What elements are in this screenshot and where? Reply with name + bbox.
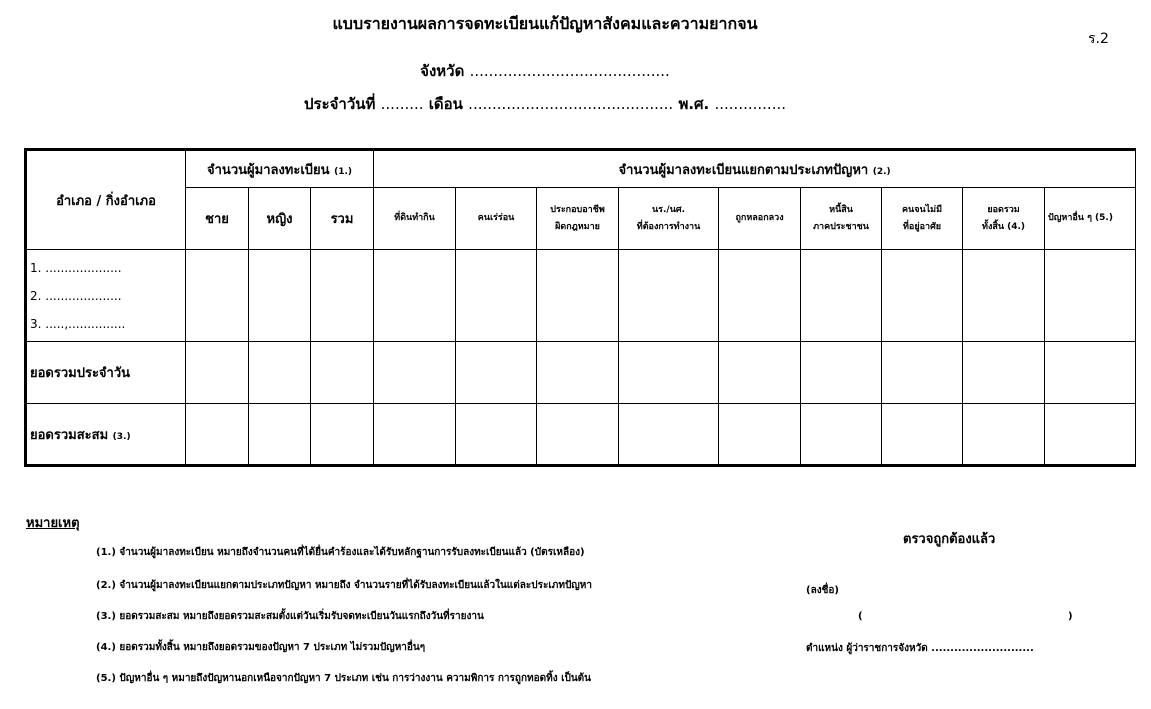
month-label: เดือน: [428, 95, 463, 113]
col-public-debt: หนี้สิน ภาคประชาชน: [801, 188, 882, 250]
note-3: (3.) ยอดรวมสะสม หมายถึงยอดรวมสะสมตั้งแต่วันเริ่มรับจดทะเบียนวันแรกถึงวันที่รายงาน: [96, 611, 484, 622]
table-cell[interactable]: [882, 250, 963, 342]
district-item-1[interactable]: 1. ....................: [30, 260, 122, 275]
header-row-2: [26, 188, 1136, 250]
note-1: (1.) จำนวนผู้มาลงทะเบียน หมายถึงจำนวนคนที่ได้ยื่นคำร้องและได้รับหลักฐานการรับลงทะเบียนแล้ว (บัตรเหลือง): [96, 547, 585, 558]
position-line: ตำแหน่ง ผู้ว่าราชการจังหวัด ...........................: [806, 643, 1034, 654]
table-cell[interactable]: [374, 342, 456, 404]
district-item-2[interactable]: 2. ....................: [30, 288, 122, 303]
table-cell[interactable]: [719, 404, 801, 466]
table-cell[interactable]: [311, 342, 374, 404]
by-problem-header-label: จำนวนผู้มาลงทะเบียนแยกตามประเภทปัญหา: [618, 162, 869, 178]
registrants-header-note: (1.): [334, 166, 353, 177]
table-cell[interactable]: [619, 404, 719, 466]
note-2: (2.) จำนวนผู้มาลงทะเบียนแยกตามประเภทปัญหา หมายถึง จำนวนรายที่ได้รับลงทะเบียนแล้วในแต่ละประเภทปัญหา: [96, 580, 593, 591]
col-female: หญิง: [249, 188, 311, 250]
table-cell[interactable]: [619, 342, 719, 404]
registrants-header: [186, 150, 374, 188]
table-cell[interactable]: [186, 342, 249, 404]
signature-paren-close: ): [1068, 611, 1073, 622]
by-problem-header-note: (2.): [872, 166, 891, 177]
cumulative-total-text: ยอดรวมสะสม: [30, 427, 109, 443]
province-label: จังหวัด: [420, 62, 465, 80]
signature-paren-open: (: [858, 611, 863, 622]
col-deceived: ถูกหลอกลวง: [719, 188, 801, 250]
signed-label: (ลงชื่อ): [806, 585, 839, 596]
note-4: (4.) ยอดรวมทั้งสิ้น หมายถึงยอดรวมของปัญหา 7 ประเภท ไม่รวมปัญหาอื่นๆ: [96, 642, 426, 653]
table-cell[interactable]: [963, 404, 1045, 466]
table-row-cumulative: [26, 404, 1136, 466]
table-cell[interactable]: [963, 250, 1045, 342]
col-no-housing: คนจนไม่มี ที่อยู่อาศัย: [882, 188, 963, 250]
table-cell[interactable]: [801, 404, 882, 466]
table-cell[interactable]: [311, 250, 374, 342]
date-blank[interactable]: .........: [380, 95, 424, 113]
table-cell[interactable]: [456, 250, 537, 342]
cumulative-total-label: [26, 404, 186, 466]
note-5: (5.) ปัญหาอื่น ๆ หมายถึงปัญหานอกเหนือจากปัญหา 7 ประเภท เช่น การว่างงาน ความพิการ การถูกทอดทิ้ง เป็นต้น: [96, 673, 591, 684]
col-grand-total: ยอดรวม ทั้งสิ้น (4.): [963, 188, 1045, 250]
table-cell[interactable]: [456, 342, 537, 404]
district-list: [26, 250, 186, 342]
date-line: [0, 92, 1090, 116]
table-cell[interactable]: [801, 342, 882, 404]
col-other-problems: ปัญหาอื่น ๆ (5.): [1045, 188, 1136, 250]
table-cell[interactable]: [249, 342, 311, 404]
by-problem-header: [374, 150, 1136, 188]
table-row-daily-total: [26, 342, 1136, 404]
table-cell[interactable]: [456, 404, 537, 466]
col-illegal-occupation: ประกอบอาชีพ ผิดกฎหมาย: [537, 188, 619, 250]
table-cell[interactable]: [719, 342, 801, 404]
district-header: อำเภอ / กิ่งอำเภอ: [26, 150, 186, 250]
table-cell[interactable]: [186, 250, 249, 342]
year-label: พ.ศ.: [678, 95, 710, 113]
form-code: ร.2: [1088, 31, 1109, 47]
daily-total-label: ยอดรวมประจำวัน: [26, 342, 186, 404]
table-cell[interactable]: [249, 404, 311, 466]
col-total: รวม: [311, 188, 374, 250]
cumulative-total-note: (3.): [112, 431, 131, 442]
province-blank[interactable]: ..........................................: [469, 62, 670, 80]
col-farmland: ที่ดินทำกิน: [374, 188, 456, 250]
col-homeless: คนเร่ร่อน: [456, 188, 537, 250]
table-cell[interactable]: [311, 404, 374, 466]
table-cell[interactable]: [719, 250, 801, 342]
table-cell[interactable]: [537, 250, 619, 342]
form-title: แบบรายงานผลการจดทะเบียนแก้ปัญหาสังคมและความยากจน: [332, 14, 758, 33]
col-students-seeking-work: นร./นศ. ที่ต้องการทำงาน: [619, 188, 719, 250]
table-cell[interactable]: [537, 342, 619, 404]
table-cell[interactable]: [186, 404, 249, 466]
header-row-1: [26, 150, 1136, 188]
table-row-districts: [26, 250, 1136, 342]
col-male: ชาย: [186, 188, 249, 250]
province-line: [0, 59, 1090, 83]
table-cell[interactable]: [882, 404, 963, 466]
table-cell[interactable]: [1045, 342, 1136, 404]
table-cell[interactable]: [1045, 404, 1136, 466]
table-cell[interactable]: [1045, 250, 1136, 342]
certified-label: ตรวจถูกต้องแล้ว: [903, 532, 996, 547]
table-cell[interactable]: [619, 250, 719, 342]
month-blank[interactable]: ...........................................: [468, 95, 674, 113]
table-cell[interactable]: [801, 250, 882, 342]
table-cell[interactable]: [374, 404, 456, 466]
district-item-3[interactable]: 3. .....,...............: [30, 316, 126, 331]
year-blank[interactable]: ...............: [714, 95, 787, 113]
report-table: [24, 148, 1136, 467]
registrants-header-label: จำนวนผู้มาลงทะเบียน: [207, 162, 330, 178]
table-cell[interactable]: [249, 250, 311, 342]
date-label: ประจำวันที่: [303, 95, 376, 113]
table-cell[interactable]: [882, 342, 963, 404]
table-cell[interactable]: [537, 404, 619, 466]
table-cell[interactable]: [374, 250, 456, 342]
table-cell[interactable]: [963, 342, 1045, 404]
notes-heading: หมายเหตุ: [26, 516, 80, 531]
